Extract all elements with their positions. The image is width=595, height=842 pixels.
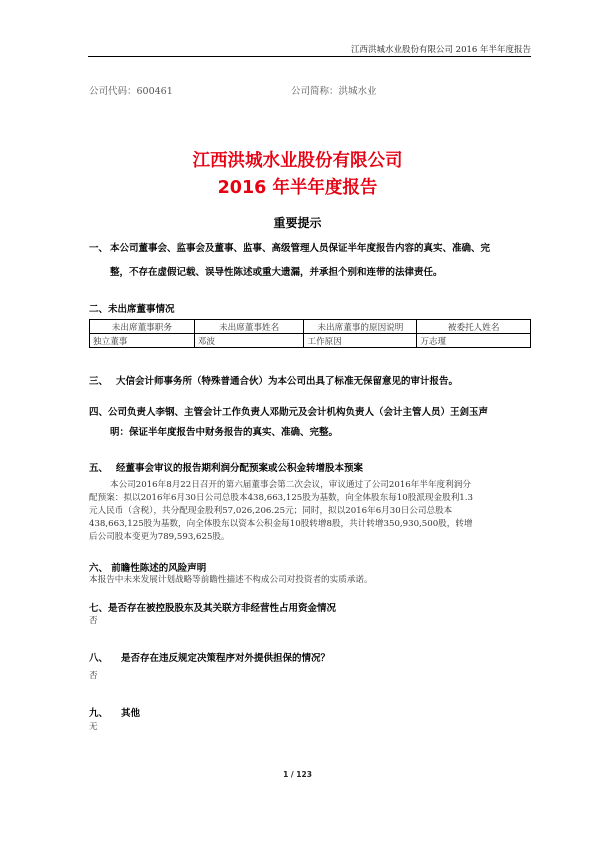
section-9-number: 九、 xyxy=(89,708,109,719)
section-5-body-line: 配预案：拟以2016年6月30日公司总股本438,663,125股为基数，向全体股东每10股派现金股利1.3 xyxy=(89,493,473,503)
section-3-number: 三、 xyxy=(89,376,109,387)
company-code: 公司代码：600461 xyxy=(89,86,173,97)
header-rule xyxy=(88,56,531,57)
section-5-number: 五、 xyxy=(89,463,109,474)
section-5-body-line: 元人民币（含税），共分配现金股利57,026,206.25元；同时，拟以2016年6月30日公司总股本 xyxy=(89,506,453,516)
section-4-line2: 明：保证半年度报告中财务报告的真实、准确、完整。 xyxy=(110,427,339,438)
section-9-heading-line xyxy=(89,705,140,719)
table-header-cell: 未出席董事的原因说明 xyxy=(304,320,417,334)
table-row xyxy=(90,334,531,348)
section-9-heading: 其他 xyxy=(121,708,141,719)
section-3-text: 大信会计师事务所（特殊普通合伙）为本公司出具了标准无保留意见的审计报告。 xyxy=(116,376,459,387)
section-6-heading: 六、 前瞻性陈述的风险声明 xyxy=(89,563,207,574)
section-1-line2: 整，不存在虚假记载、误导性陈述或重大遗漏，并承担个别和连带的法律责任。 xyxy=(110,267,443,278)
section-6-body: 本报告中未来发展计划战略等前瞻性描述不构成公司对投资者的实质承诺。 xyxy=(89,575,373,585)
notice-title: 重要提示 xyxy=(273,216,322,230)
section-7-heading: 七、是否存在被控股股东及其关联方非经营性占用资金情况 xyxy=(89,603,337,614)
absent-directors-table xyxy=(89,319,531,348)
section-5-body-line: 438,663,125股为基数，向全体股东以资本公积金每10股转增8股，共计转增350,930,500股，转增 xyxy=(89,519,473,529)
table-header-cell: 未出席董事职务 xyxy=(90,320,195,334)
section-1-line1 xyxy=(89,240,490,254)
table-header-cell: 被委托人姓名 xyxy=(417,320,531,334)
section-8-number: 八、 xyxy=(89,653,109,664)
section-8-heading: 是否存在违反规定决策程序对外提供担保的情况？ xyxy=(121,653,331,664)
table-header-cell: 未出席董事姓名 xyxy=(194,320,304,334)
section-8-heading-line xyxy=(89,650,330,664)
table-cell: 独立董事 xyxy=(90,334,195,348)
running-header: 江西洪城水业股份有限公司 2016 年半年度报告 xyxy=(350,45,531,55)
section-3 xyxy=(89,373,458,387)
section-5-body-line: 本公司2016年8月22日召开的第六届董事会第二次会议，审议通过了公司2016年半年度利润分 xyxy=(110,480,471,490)
section-1-text-1: 本公司董事会、监事会及董事、监事、高级管理人员保证半年度报告内容的真实、准确、完 xyxy=(110,243,491,254)
section-7-answer: 否 xyxy=(89,616,98,626)
section-9-answer: 无 xyxy=(89,722,98,732)
page-number: 1 / 123 xyxy=(283,770,312,779)
section-4-line1: 四、公司负责人李钢、主管会计工作负责人邓勋元及会计机构负责人（会计主管人员）王剑玉声 xyxy=(89,407,489,418)
section-8-answer: 否 xyxy=(89,671,98,681)
table-cell: 万志瑾 xyxy=(417,334,531,348)
table-cell: 邓波 xyxy=(194,334,304,348)
section-5-heading-line xyxy=(89,460,363,474)
section-5-heading: 经董事会审议的报告期利润分配预案或公积金转增股本预案 xyxy=(116,463,364,474)
section-1-number: 一、 xyxy=(89,243,109,254)
company-abbr: 公司简称：洪城水业 xyxy=(291,86,377,97)
table-header-row xyxy=(90,320,531,334)
report-title: 2016 年半年度报告 xyxy=(217,178,378,198)
company-title: 江西洪城水业股份有限公司 xyxy=(192,151,403,171)
section-5-body-line: 后公司股本变更为789,593,625股。 xyxy=(89,532,230,542)
section-2-heading: 二、未出席董事情况 xyxy=(89,304,175,315)
table-cell: 工作原因 xyxy=(304,334,417,348)
